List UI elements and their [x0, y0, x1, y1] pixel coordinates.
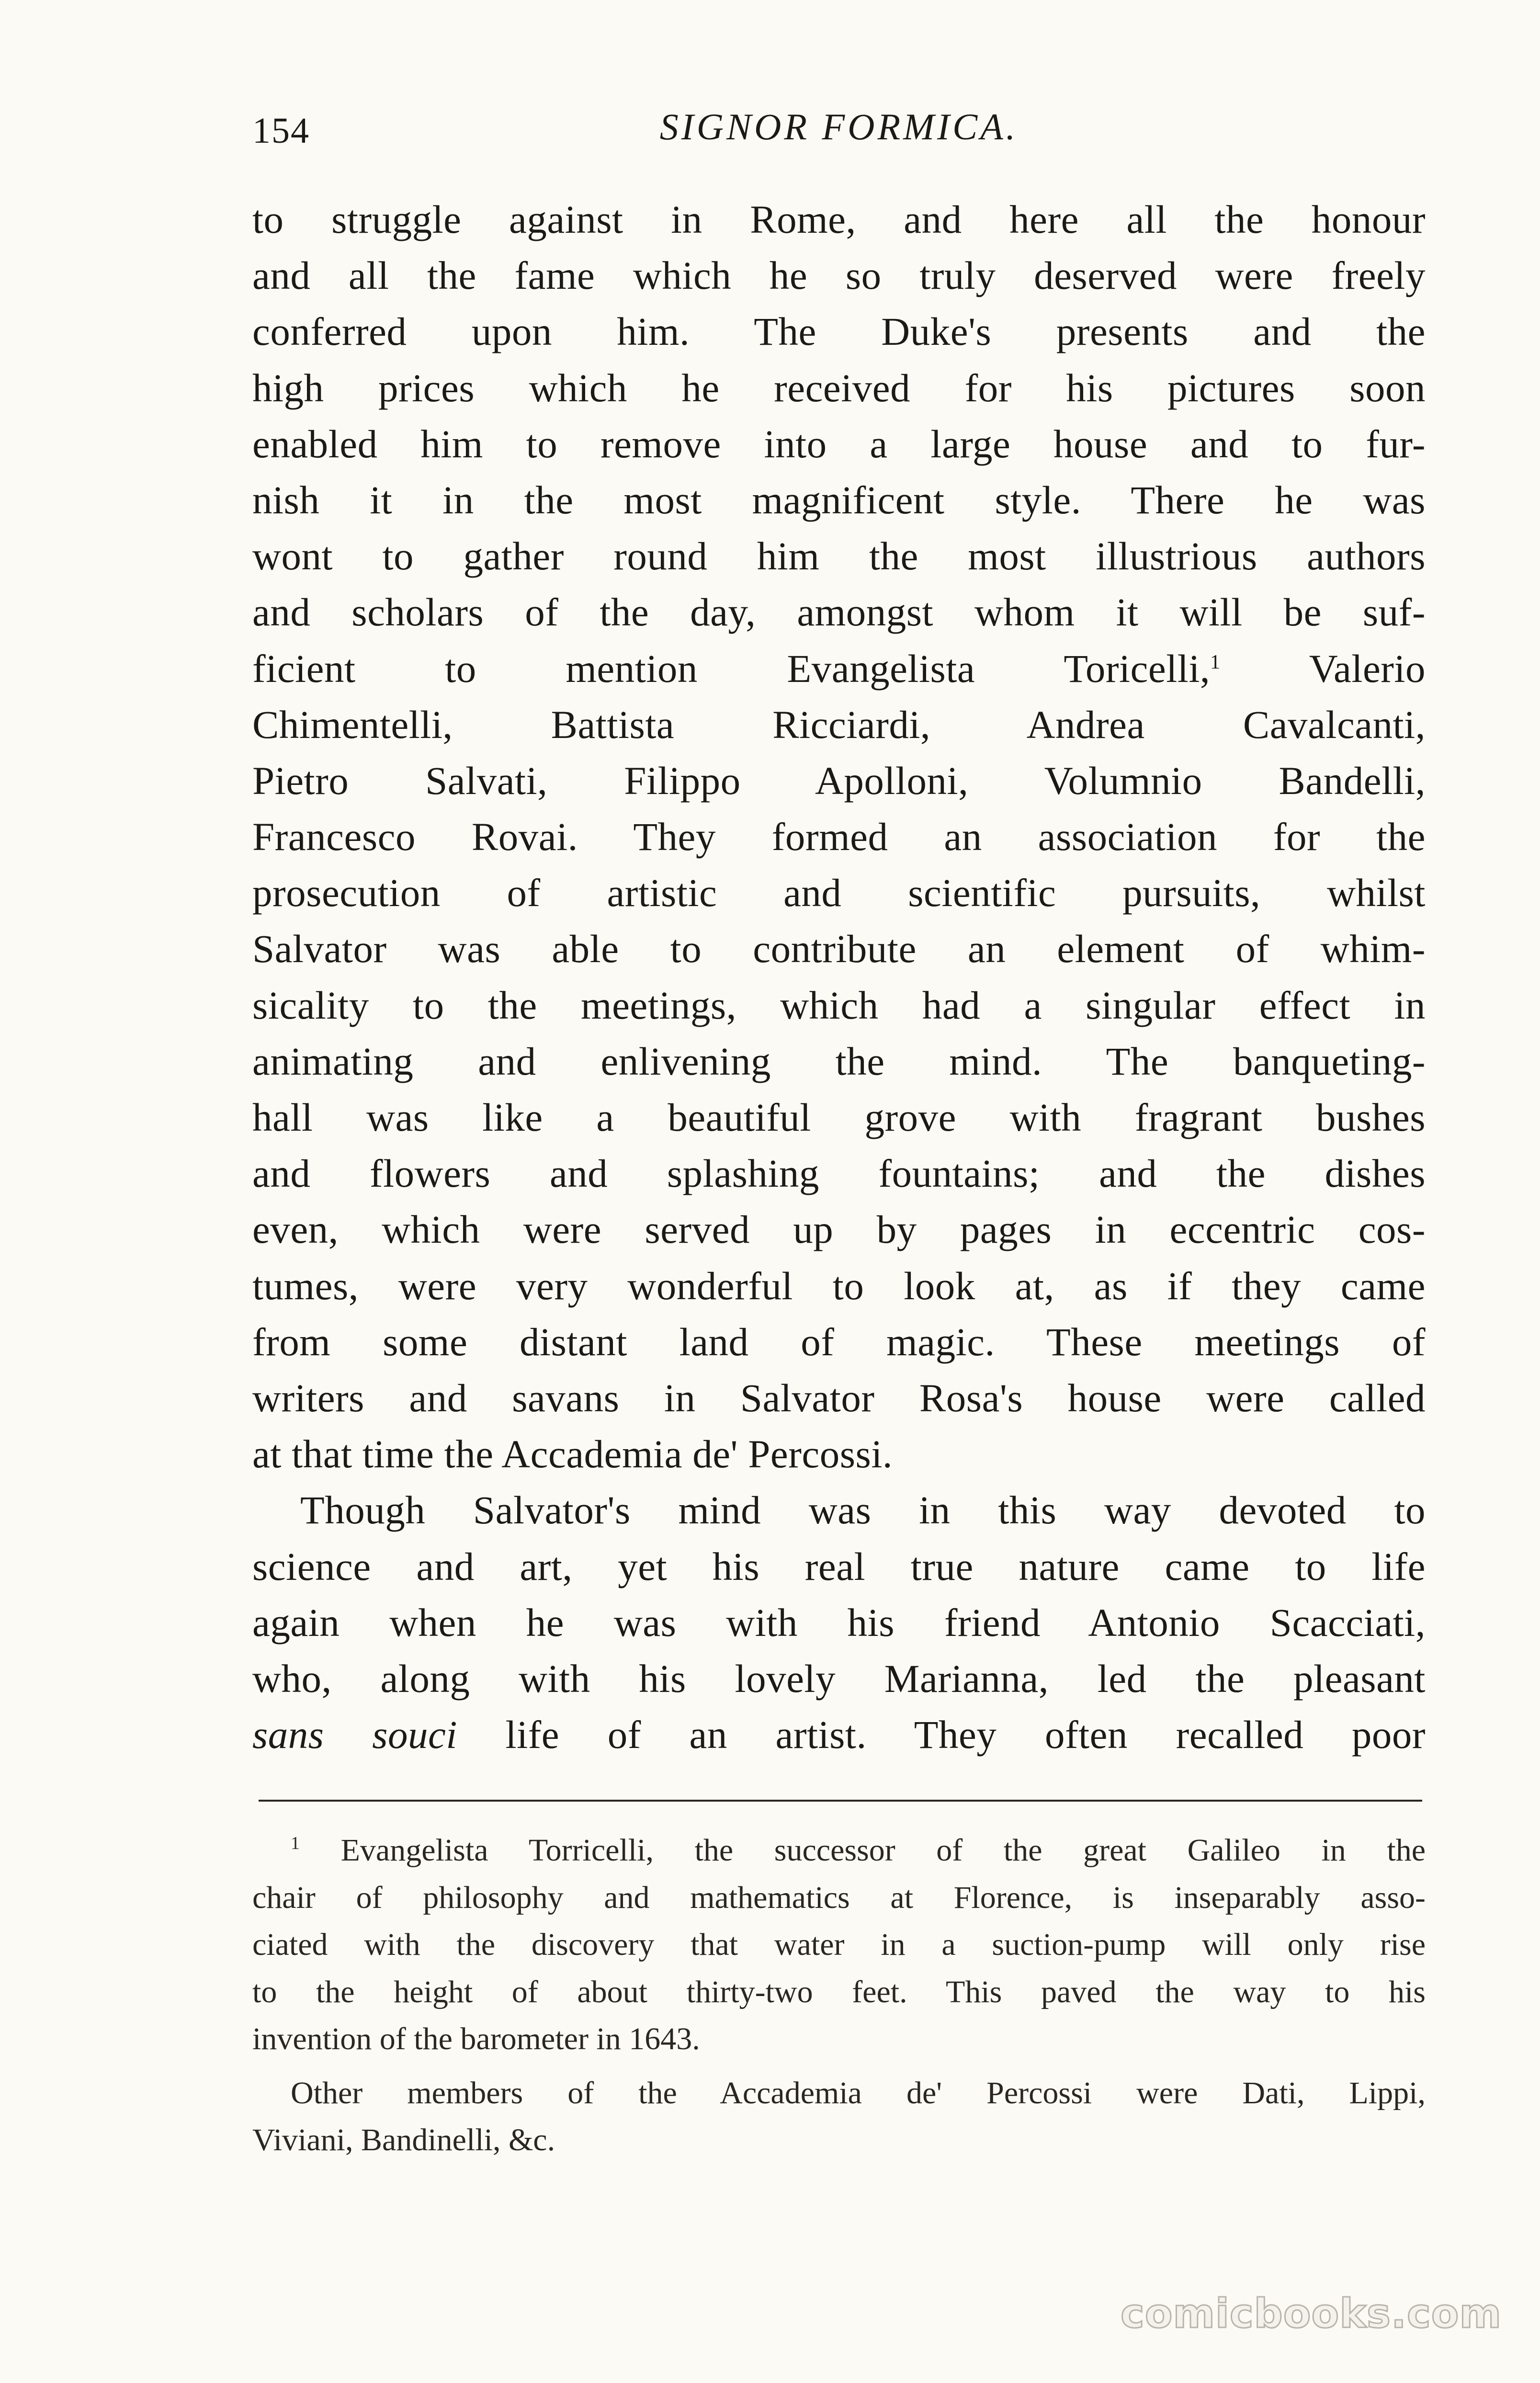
- paragraph-line: who, along with his lovely Marianna, led the pleasant: [252, 1656, 1426, 1701]
- paragraph-line: science and art, yet his real true nature came to life: [252, 1544, 1426, 1589]
- footnote-line-text: Evangelista Torricelli, the successor of the great Galileo in the: [340, 1833, 1426, 1868]
- footnote-line: ciated with the discovery that water in a suction-pump will only rise: [252, 1927, 1426, 1962]
- body-line: Pietro Salvati, Filippo Apolloni, Volumnio Bandelli,: [252, 758, 1426, 803]
- running-title: SIGNOR FORMICA.: [659, 106, 1019, 148]
- body-line: tumes, were very wonderful to look at, as if they came: [252, 1263, 1426, 1308]
- footnote-divider: [259, 1800, 1422, 1802]
- body-line: Salvator was able to contribute an element of whim-: [252, 927, 1426, 971]
- body-line-with-footnote-ref: [252, 641, 1426, 697]
- footnote-line: invention of the barometer in 1643.: [252, 2021, 700, 2056]
- footnote-marker: 1: [291, 1833, 300, 1853]
- body-line: and scholars of the day, amongst whom it will be suf-: [252, 590, 1426, 635]
- body-line-text: ficient to mention Evangelista Toricelli,: [252, 646, 1211, 691]
- body-line: enabled him to remove into a large house and to fur-: [252, 421, 1426, 466]
- body-line: Francesco Rovai. They formed an association for the: [252, 815, 1426, 859]
- paragraph-line-italic: [252, 1707, 1426, 1763]
- body-line: writers and savans in Salvator Rosa's house were called: [252, 1375, 1426, 1420]
- paragraph-line: Though Salvator's mind was in this way devoted to: [300, 1488, 1426, 1532]
- body-line: conferred upon him. The Duke's presents and the: [252, 309, 1426, 354]
- body-line: at that time the Accademia de' Percossi.: [252, 1432, 893, 1476]
- footnotes: [252, 1827, 1426, 2164]
- footnote-line: to the height of about thirty-two feet. This paved the way to his: [252, 1974, 1426, 2009]
- footnote-reference: 1: [1210, 651, 1221, 673]
- body-line: high prices which he received for his pictures soon: [252, 365, 1426, 410]
- body-line: Chimentelli, Battista Ricciardi, Andrea Cavalcanti,: [252, 702, 1426, 747]
- footnote-line: Other members of the Accademia de' Percossi were Dati, Lippi,: [291, 2075, 1426, 2111]
- body-line-tail: Valerio: [1309, 646, 1426, 691]
- watermark: comicbooks.com: [1121, 2290, 1502, 2337]
- footnote-line: chair of philosophy and mathematics at Florence, is inseparably asso-: [252, 1880, 1426, 1915]
- paragraph-line-rest: life of an artist. They often recalled poor: [505, 1713, 1426, 1757]
- footnote-gap: [252, 2063, 1426, 2070]
- body-line: hall was like a beautiful grove with fragrant bushes: [252, 1095, 1426, 1139]
- page-header: [252, 101, 1426, 153]
- italic-phrase: sans souci: [252, 1713, 457, 1757]
- paragraph-line: again when he was with his friend Antonio Scacciati,: [252, 1600, 1426, 1645]
- body-text: [252, 192, 1426, 1763]
- body-line: animating and enlivening the mind. The banqueting-: [252, 1039, 1426, 1083]
- body-line: even, which were served up by pages in eccentric cos-: [252, 1207, 1426, 1252]
- footnote-line: [252, 1827, 1426, 1874]
- body-line: and flowers and splashing fountains; and the dishes: [252, 1151, 1426, 1196]
- page-number: 154: [252, 111, 310, 151]
- body-line: wont to gather round him the most illustrious authors: [252, 534, 1426, 579]
- body-line: from some distant land of magic. These meetings of: [252, 1319, 1426, 1364]
- body-line: nish it in the most magnificent style. There he was: [252, 477, 1426, 522]
- footnote-line: Viviani, Bandinelli, &c.: [252, 2122, 555, 2157]
- body-line: sicality to the meetings, which had a singular effect in: [252, 983, 1426, 1027]
- body-line: prosecution of artistic and scientific pursuits, whilst: [252, 871, 1426, 915]
- body-line: to struggle against in Rome, and here all the honour: [252, 197, 1426, 241]
- body-line: and all the fame which he so truly deserved were freely: [252, 253, 1426, 298]
